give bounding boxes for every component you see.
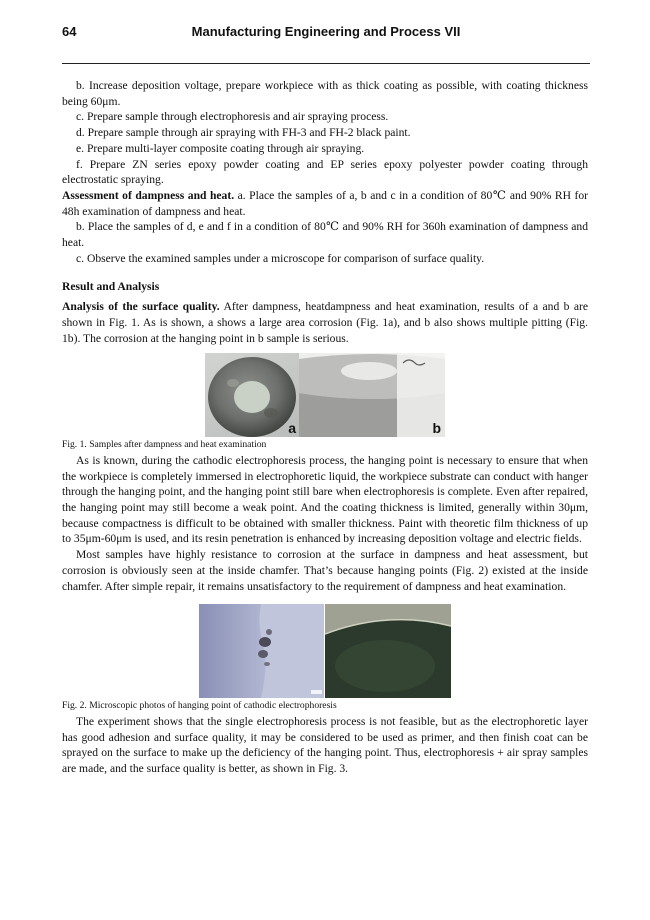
fig1-caption: Fig. 1. Samples after dampness and heat examination bbox=[62, 439, 267, 451]
paragraph-hanging-point: As is known, during the cathodic electrophoresis process, the hanging point is necessary to ensure that when the workpiece is completely immersed in electrophoretic liquid, the workpiece substrate can conduct with hanger through the hanging point, and the hanging point still bare when electrophoresis is complete. Even after repaired, the hanging point may still become a weak point. And the coating thickness is limited, generally within 30μm, because compactness is difficult to be obtained with smaller thickness. Paint with theoretic film thickness of up to 35μm-60μm is used, and its resin penetration is enhanced by increasing deposition voltage and electric fields. bbox=[62, 453, 588, 546]
fig1-photo-a bbox=[205, 353, 299, 437]
page-body bbox=[62, 78, 588, 777]
surface-paragraph bbox=[62, 299, 588, 346]
step-b: b. Increase deposition voltage, prepare workpiece with as thick coating as possible, with coating thickness being 60μm. bbox=[62, 79, 588, 108]
fig1-label-b: b bbox=[432, 419, 441, 436]
fig2-caption: Fig. 2. Microscopic photos of hanging point of cathodic electrophoresis bbox=[62, 700, 337, 712]
step-c: c. Prepare sample through electrophoresis and air spraying process. bbox=[76, 110, 389, 124]
figure-1 bbox=[205, 353, 445, 437]
figure-2 bbox=[199, 604, 451, 698]
fig1-cylinder-image bbox=[299, 353, 445, 437]
paragraph-corrosion-chamfer: Most samples have highly resistance to corrosion at the surface in dampness and heat assessment, but corrosion is obviously seen at the inside chamfer. That’s because hanging points (Fig. 2) existed at the inside chamfer. After simple repair, it remains unsatisfactory to the requirement of dampness and heat examination. bbox=[62, 548, 588, 593]
assessment-paragraph bbox=[62, 188, 588, 219]
step-e: e. Prepare multi-layer composite coating through air spraying. bbox=[76, 141, 365, 155]
assessment-label: Assessment of dampness and heat. bbox=[62, 188, 235, 202]
section-heading: Result and Analysis bbox=[62, 280, 160, 294]
fig1-ring-image bbox=[205, 353, 299, 437]
paragraph-experiment: The experiment shows that the single electrophoresis process is not feasible, but as the electrophoretic layer has good adhesion and surface quality, it may be considered to be used as primer, and then finish coat can be sprayed on the surface to make up the deficiency of the hanging point. Thus, electrophoresis + air spray samples are made, and the surface quality is better, as shown in Fig. 3. bbox=[62, 714, 588, 776]
surface-text: After dampness, heatdampness and heat examination, results of a and b are shown in Fig. 1. As is shown, a shows a large area corrosion (Fig. 1a), and b also shows multiple pitting (Fig. 1b). The corrosion at the hanging point in b sample is serious. bbox=[62, 300, 588, 345]
header-rule bbox=[62, 63, 590, 64]
fig2-left-image bbox=[199, 604, 324, 698]
fig1-photo-b bbox=[299, 353, 445, 437]
assessment-text-a: a. Place the samples of a, b and c in a condition of 80℃ and 90% RH for 48h examination of dampness and heat. bbox=[62, 188, 589, 218]
step-d: d. Prepare sample through air spraying with FH-3 and FH-2 black paint. bbox=[76, 126, 411, 140]
surface-label: Analysis of the surface quality. bbox=[62, 300, 220, 314]
step-f: f. Prepare ZN series epoxy powder coating and EP series epoxy polyester powder coating through electrostatic spraying. bbox=[62, 157, 588, 187]
fig2-micrograph-right bbox=[325, 604, 451, 698]
book-title: Manufacturing Engineering and Process VII bbox=[191, 24, 461, 39]
fig2-right-image bbox=[325, 604, 451, 698]
page-number: 64 bbox=[62, 24, 77, 39]
page-header bbox=[62, 24, 590, 40]
fig1-label-a: a bbox=[288, 419, 296, 436]
fig2-micrograph-left bbox=[199, 604, 324, 698]
assessment-text-c: c. Observe the examined samples under a microscope for comparison of surface quality. bbox=[76, 251, 485, 265]
assessment-text-b: b. Place the samples of d, e and f in a condition of 80℃ and 90% RH for 360h examination of dampness and heat. bbox=[62, 220, 588, 250]
